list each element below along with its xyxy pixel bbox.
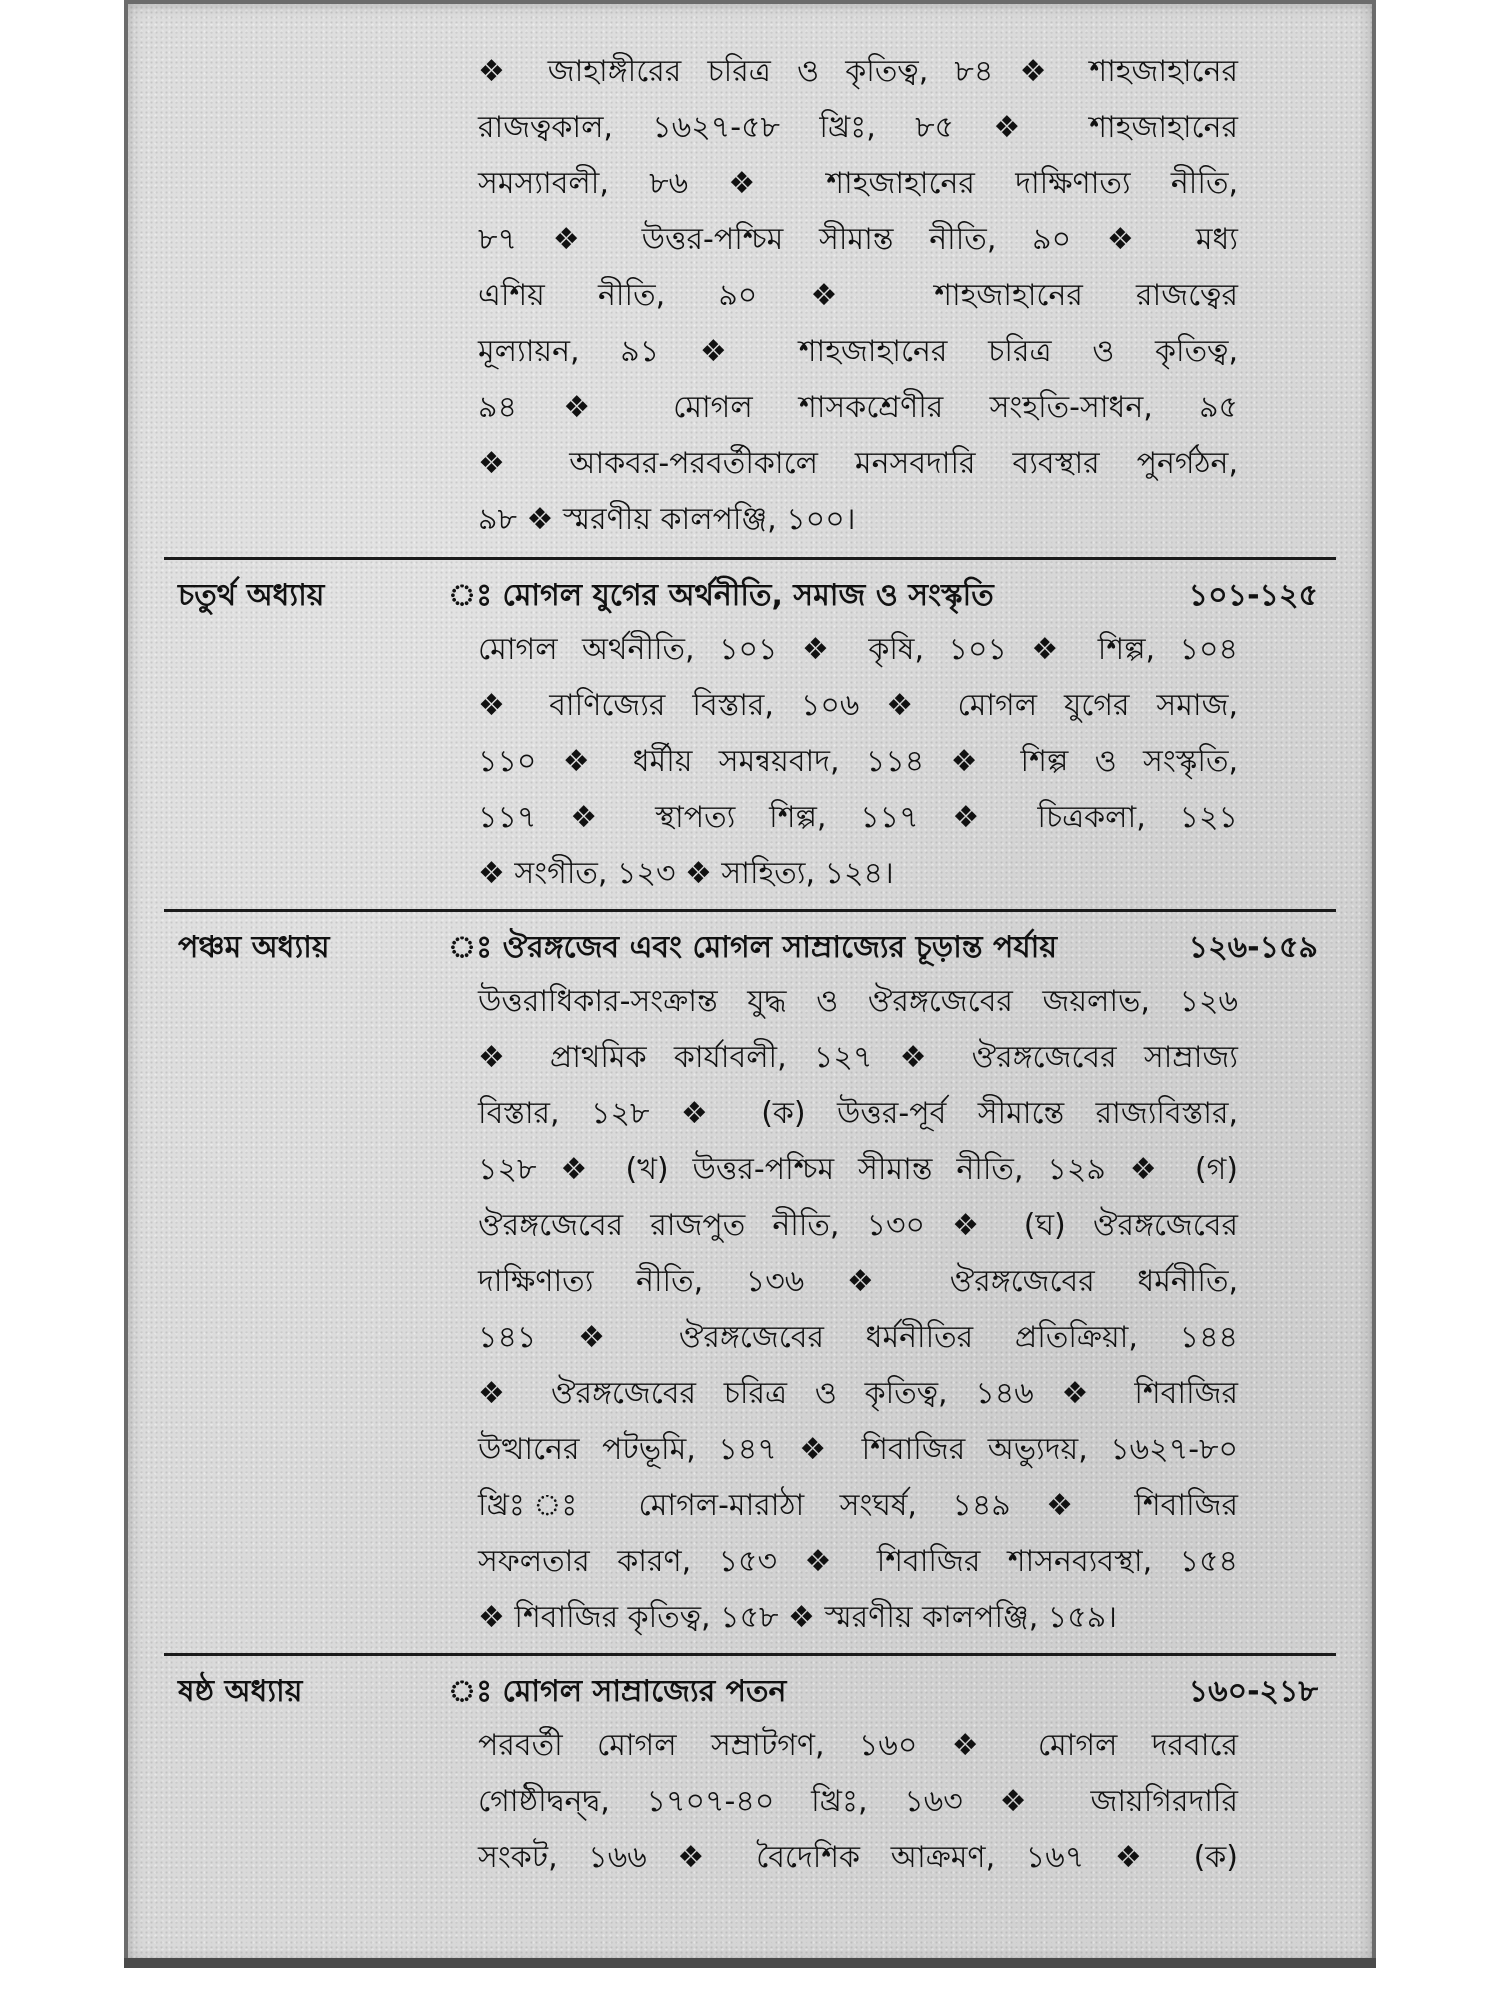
- toc-line: মূল্যায়ন, ৯১ ❖ শাহজাহানের চরিত্র ও কৃতিত্ব,: [478, 334, 1238, 369]
- section-divider: [164, 1653, 1336, 1656]
- toc-line: ৯৪ ❖ মোগল শাসকশ্রেণীর সংহতি-সাধন, ৯৫: [478, 390, 1238, 425]
- toc-line: ❖ শিবাজির কৃতিত্ব, ১৫৮ ❖ স্মরণীয় কালপঞ্জি, ১৫৯।: [478, 1600, 1117, 1635]
- toc-line: ❖ বাণিজ্যের বিস্তার, ১০৬ ❖ মোগল যুগের সমাজ,: [478, 688, 1238, 723]
- chapter-pages: ১২৬-১৫৯: [1188, 930, 1318, 965]
- chapter-title: ঃ মোগল যুগের অর্থনীতি, সমাজ ও সংস্কৃতি: [448, 578, 994, 613]
- toc-line: ১১৭ ❖ স্থাপত্য শিল্প, ১১৭ ❖ চিত্রকলা, ১২১: [478, 800, 1238, 835]
- section-divider: [164, 909, 1336, 912]
- toc-line: পরবর্তী মোগল সম্রাটগণ, ১৬০ ❖ মোগল দরবারে: [478, 1728, 1238, 1763]
- chapter-title-row: [448, 570, 1318, 622]
- toc-line: ❖ ঔরঙ্গজেবের চরিত্র ও কৃতিত্ব, ১৪৬ ❖ শিবাজির: [478, 1376, 1238, 1411]
- chapter-pages: ১৬০-২১৮: [1188, 1674, 1318, 1709]
- toc-line: সফলতার কারণ, ১৫৩ ❖ শিবাজির শাসনব্যবস্থা, ১৫৪: [478, 1544, 1238, 1579]
- chapter-pages: ১০১-১২৫: [1188, 578, 1318, 613]
- section-divider: [164, 557, 1336, 560]
- toc-line: ❖ আকবর-পরবর্তীকালে মনসবদারি ব্যবস্থার পুনর্গঠন,: [478, 446, 1238, 481]
- toc-line: রাজত্বকাল, ১৬২৭-৫৮ খ্রিঃ, ৮৫ ❖ শাহজাহানের: [478, 110, 1238, 145]
- toc-line: ১২৮ ❖ (খ) উত্তর-পশ্চিম সীমান্ত নীতি, ১২৯ ❖ (গ): [478, 1152, 1238, 1187]
- chapter-label: চতুর্থ অধ্যায়: [178, 578, 325, 613]
- toc-line: ৮৭ ❖ উত্তর-পশ্চিম সীমান্ত নীতি, ৯০ ❖ মধ্য: [478, 222, 1238, 257]
- toc-line: ❖ প্রাথমিক কার্যাবলী, ১২৭ ❖ ঔরঙ্গজেবের সাম্রাজ্য: [478, 1040, 1238, 1075]
- chapter-label: ষষ্ঠ অধ্যায়: [178, 1674, 303, 1709]
- chapter-title-row: [448, 1666, 1318, 1718]
- toc-line: ❖ সংগীত, ১২৩ ❖ সাহিত্য, ১২৪।: [478, 856, 894, 891]
- toc-line: মোগল অর্থনীতি, ১০১ ❖ কৃষি, ১০১ ❖ শিল্প, ১০৪: [478, 632, 1238, 667]
- toc-line: বিস্তার, ১২৮ ❖ (ক) উত্তর-পূর্ব সীমান্তে রাজ্যবিস্তার,: [478, 1096, 1238, 1131]
- toc-line: ❖ জাহাঙ্গীরের চরিত্র ও কৃতিত্ব, ৮৪ ❖ শাহজাহানের: [478, 54, 1238, 89]
- chapter-label: পঞ্চম অধ্যায়: [178, 930, 330, 965]
- toc-line: সমস্যাবলী, ৮৬ ❖ শাহজাহানের দাক্ষিণাত্য নীতি,: [478, 166, 1238, 201]
- toc-line: সংকট, ১৬৬ ❖ বৈদেশিক আক্রমণ, ১৬৭ ❖ (ক): [478, 1840, 1238, 1875]
- toc-line: উত্তরাধিকার-সংক্রান্ত যুদ্ধ ও ঔরঙ্গজেবের জয়লাভ, ১২৬: [478, 984, 1238, 1019]
- page-bottom-edge: [124, 1958, 1376, 1968]
- chapter-title-row: [448, 922, 1318, 974]
- toc-line: খ্রিঃ ঃ মোগল-মারাঠা সংঘর্ষ, ১৪৯ ❖ শিবাজির: [478, 1488, 1238, 1523]
- toc-line: দাক্ষিণাত্য নীতি, ১৩৬ ❖ ঔরঙ্গজেবের ধর্মনীতি,: [478, 1264, 1238, 1299]
- toc-line: ১৪১ ❖ ঔরঙ্গজেবের ধর্মনীতির প্রতিক্রিয়া, ১৪৪: [478, 1320, 1238, 1355]
- toc-line: এশিয় নীতি, ৯০ ❖ শাহজাহানের রাজত্বের: [478, 278, 1238, 313]
- toc-line: ৯৮ ❖ স্মরণীয় কালপঞ্জি, ১০০।: [478, 502, 856, 537]
- toc-line: ১১০ ❖ ধর্মীয় সমন্বয়বাদ, ১১৪ ❖ শিল্প ও সংস্কৃতি,: [478, 744, 1238, 779]
- chapter-title: ঃ ঔরঙ্গজেব এবং মোগল সাম্রাজ্যের চূড়ান্ত পর্যায়: [448, 930, 1058, 965]
- toc-line: গোষ্ঠীদ্বন্দ্ব, ১৭০৭-৪০ খ্রিঃ, ১৬৩ ❖ জায়গিরদারি: [478, 1784, 1238, 1819]
- chapter-title: ঃ মোগল সাম্রাজ্যের পতন: [448, 1674, 787, 1709]
- toc-line: ঔরঙ্গজেবের রাজপুত নীতি, ১৩০ ❖ (ঘ) ঔরঙ্গজেবের: [478, 1208, 1238, 1243]
- toc-line: উত্থানের পটভূমি, ১৪৭ ❖ শিবাজির অভ্যুদয়, ১৬২৭-৮০: [478, 1432, 1238, 1467]
